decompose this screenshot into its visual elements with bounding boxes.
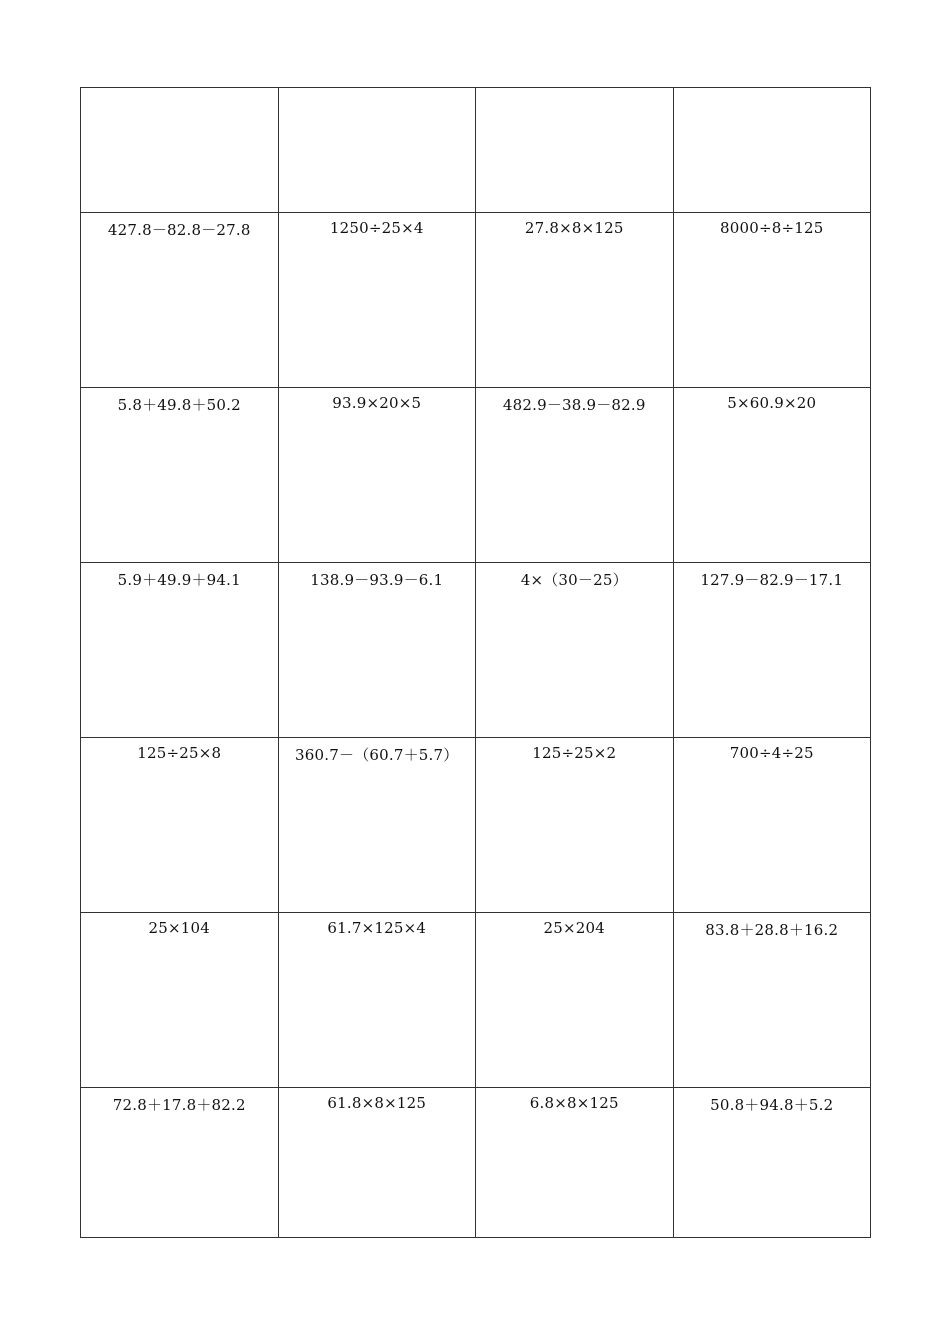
grid-cell: 83.8＋28.8＋16.2	[673, 913, 871, 1088]
exercise-grid	[80, 87, 871, 1238]
grid-cell: 25×104	[81, 913, 279, 1088]
grid-cell: 61.7×125×4	[278, 913, 476, 1088]
grid-cell: 25×204	[476, 913, 674, 1088]
grid-row	[81, 563, 871, 738]
grid-cell: 72.8＋17.8＋82.2	[81, 1088, 279, 1238]
grid-cell: 5.8＋49.8＋50.2	[81, 388, 279, 563]
grid-cell: 6.8×8×125	[476, 1088, 674, 1238]
grid-cell: 1250÷25×4	[278, 213, 476, 388]
grid-cell	[278, 88, 476, 213]
grid-cell: 27.8×8×125	[476, 213, 674, 388]
grid-cell: 50.8＋94.8＋5.2	[673, 1088, 871, 1238]
grid-cell: 5.9＋49.9＋94.1	[81, 563, 279, 738]
grid-cell: 125÷25×8	[81, 738, 279, 913]
grid-row	[81, 913, 871, 1088]
grid-cell: 4×（30－25）	[476, 563, 674, 738]
grid-cell: 125÷25×2	[476, 738, 674, 913]
grid-cell: 61.8×8×125	[278, 1088, 476, 1238]
grid-cell: 360.7－（60.7＋5.7）	[278, 738, 476, 913]
grid-cell: 5×60.9×20	[673, 388, 871, 563]
grid-cell: 93.9×20×5	[278, 388, 476, 563]
grid-cell: 427.8－82.8－27.8	[81, 213, 279, 388]
grid-cell: 700÷4÷25	[673, 738, 871, 913]
grid-cell: 138.9－93.9－6.1	[278, 563, 476, 738]
grid-cell	[81, 88, 279, 213]
grid-cell	[476, 88, 674, 213]
grid-row	[81, 213, 871, 388]
grid-cell: 8000÷8÷125	[673, 213, 871, 388]
grid-cell: 482.9－38.9－82.9	[476, 388, 674, 563]
grid-row	[81, 88, 871, 213]
grid-row	[81, 388, 871, 563]
grid-cell: 127.9－82.9－17.1	[673, 563, 871, 738]
grid-cell	[673, 88, 871, 213]
grid-row	[81, 1088, 871, 1238]
grid-row	[81, 738, 871, 913]
